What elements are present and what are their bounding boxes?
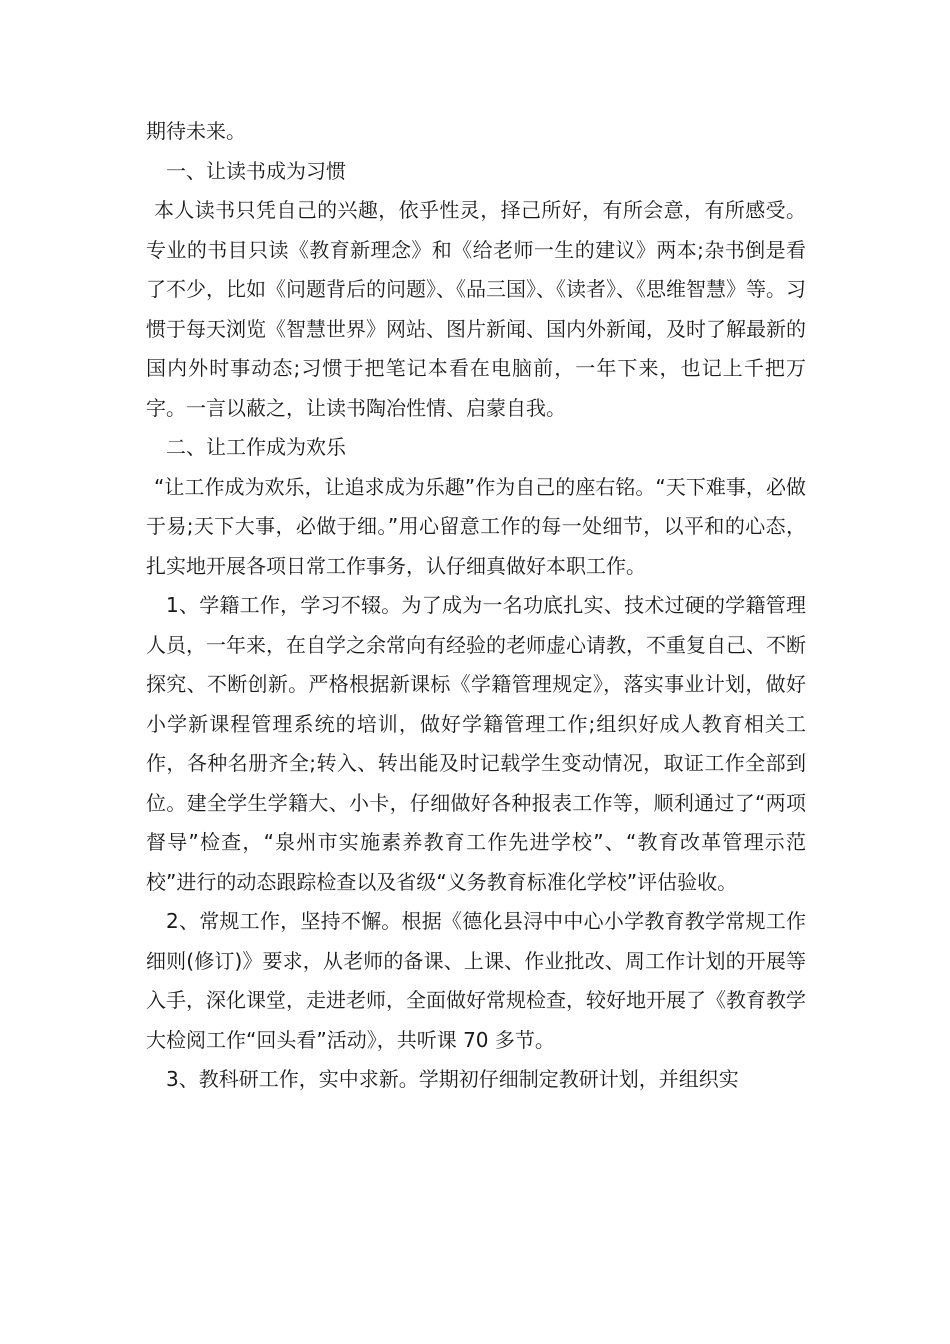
paragraph-routine-work: 2、常规工作，坚持不懈。根据《德化县浔中中心小学教育教学常规工作细则(修订)》要求，从老师的备课、上课、作业批改、周工作计划的开展等入手，深化课堂，走进老师，全面做好常规检查，较好地开展了《教育教学大检阅工作“回头看”活动》，共听课 70 多节。 [146,909,806,1052]
paragraph-reading: 本人读书只凭自己的兴趣，依乎性灵，择己所好，有所会意，有所感受。专业的书目只读《教育新理念》和《给老师一生的建议》两本;杂书倒是看了不少，比如《问题背后的问题》、《品三国》、《读者》、《思维智慧》等。习惯于每天浏览《智慧世界》网站、图片新闻、国内外新闻，及时了解最新的国内外时事动态;习惯于把笔记本看在电脑前，一年下来，也记上千把万字。一言以蔽之，让读书陶冶性情、启蒙自我。 [146,198,806,420]
document-body [146,112,806,1100]
paragraph-research-work: 3、教科研工作，实中求新。学期初仔细制定教研计划，并组织实 [166,1067,739,1091]
paragraph-student-records: 1、学籍工作，学习不辍。为了成为一名功底扎实、技术过硬的学籍管理人员，一年来，在自学之余常向有经验的老师虚心请教，不重复自己、不断探究、不断创新。严格根据新课标《学籍管理规定》，落实事业计划，做好小学新课程管理系统的培训，做好学籍管理工作;组织好成人教育相关工作，各种名册齐全;转入、转出能及时记载学生变动情况，取证工作全部到位。建全学生学籍大、小卡，仔细做好各种报表工作等，顺利通过了“两项督导”检查，“泉州市实施素养教育工作先进学校”、“教育改革管理示范校”进行的动态跟踪检查以及省级“义务教育标准化学校”评估验收。 [146,593,806,894]
paragraph-work-motto: “让工作成为欢乐，让追求成为乐趣”作为自己的座右铭。“天下难事，必做于易;天下大事，必做于细。”用心留意工作的每一处细节，以平和的心态，扎实地开展各项日常工作事务，认仔细真做好本职工作。 [146,474,806,578]
section-heading-work: 二、让工作成为欢乐 [166,435,346,459]
section-heading-reading: 一、让读书成为习惯 [166,158,346,183]
paragraph-continuation: 期待未来。 [146,119,246,143]
